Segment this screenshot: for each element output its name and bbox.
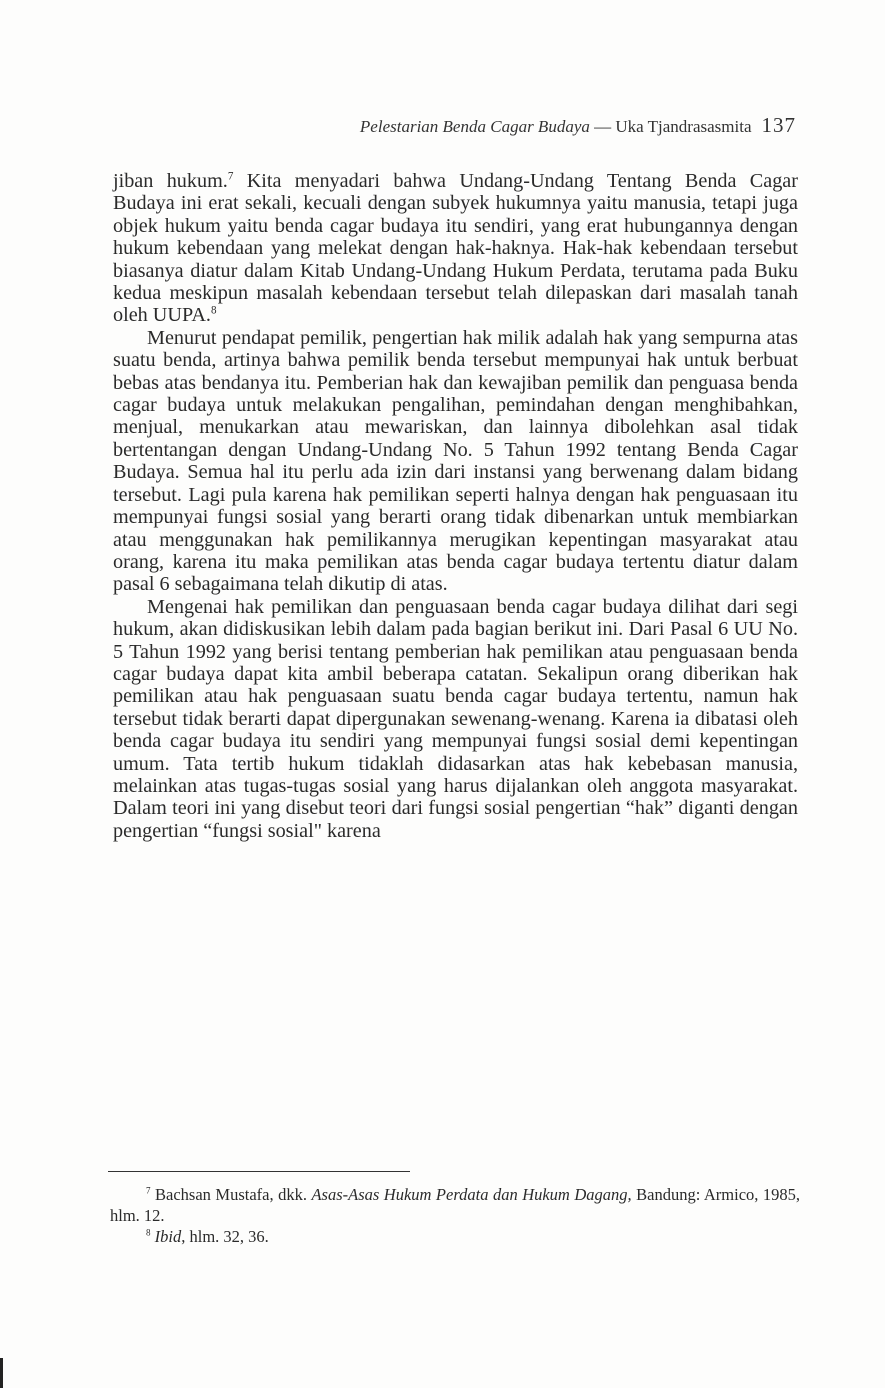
footnote-divider <box>108 1171 410 1172</box>
page-number: 137 <box>761 113 796 137</box>
paragraph-2: Menurut pendapat pemilik, pengertian hak milik adalah hak yang sempurna atas suatu benda, artinya bahwa pemilik benda tersebut mempunyai hak untuk berbuat bebas atas bendanya itu. Pemberian hak dan kewajiban pemilik dan penguasa benda cagar budaya untuk melakukan pengalihan, pemindahan dengan menghibahkan, menjual, menukarkan atau mewariskan, dan lainnya dibolehkan asal tidak bertentangan dengan Undang-Undang No. 5 Tahun 1992 tentang Benda Cagar Budaya. Semua hal itu perlu ada izin dari instansi yang berwenang dalam bidang tersebut. Lagi pula karena hak pemilikan seperti halnya dengan hak penguasaan itu mempunyai fungsi sosial yang berarti orang tidak dibenarkan untuk membiarkan atau menggunakan hak pemilikannya merugikan kepentingan masyarakat atau orang, karena itu maka pemilikan atas benda cagar budaya tertentu diatur dalam pasal 6 sebagaimana telah dikutip di atas. <box>113 326 798 596</box>
scan-edge-mark <box>0 1358 3 1388</box>
footnote-7-rest: Bandung: Armico, 1985, hlm. 12. <box>110 1185 801 1225</box>
paragraph-3: Mengenai hak pemilikan dan penguasaan benda cagar budaya dilihat dari segi hukum, akan didiskusikan lebih dalam pada bagian berikut ini. Dari Pasal 6 UU No. 5 Tahun 1992 yang berisi tentang pemberian hak pemilikan atau penguasaan benda cagar budaya dapat kita ambil beberapa catatan. Sekalipun orang diberikan hak pemilikan atau hak penguasaan suatu benda cagar budaya tertentu, namun hak tersebut tidak berarti dapat dipergunakan sewenang-wenang. Karena ia dibatasi oleh benda cagar budaya itu sendiri yang mempunyai fungsi sosial demi kepentingan umum. Tata tertib hukum tidaklah didasarkan atas hak kebebasan manusia, melainkan atas tugas-tugas sosial yang harus dijalankan oleh anggota masyarakat. Dalam teori ini yang disebut teori dari fungsi sosial pengertian “hak” diganti dengan pengertian “fungsi sosial" karena <box>113 595 798 842</box>
running-header <box>110 113 796 138</box>
footnote-7-title: Asas-Asas Hukum Perdata dan Hukum Dagang, <box>311 1185 632 1204</box>
footnotes <box>110 1184 800 1247</box>
footnote-7 <box>110 1184 800 1226</box>
header-book-title: Pelestarian Benda Cagar Budaya <box>359 117 590 136</box>
footnote-7-number: 7 <box>146 1185 151 1196</box>
header-author: Uka Tjandrasasmita <box>615 117 752 136</box>
footnote-ref-8: 8 <box>210 304 217 317</box>
body-text <box>113 170 798 842</box>
header-dash: — <box>589 117 616 136</box>
footnote-ref-7: 7 <box>227 170 234 183</box>
paragraph-1 <box>113 170 798 327</box>
paragraph-1-text-b: Kita menyadari bahwa Undang-Undang Tentang Benda Cagar Budaya ini erat sekali, kecuali dengan subyek hukumnya yaitu manusia, tetapi juga objek hukum yaitu benda cagar budaya itu sendiri, yang erat hubungannya dengan hukum kebendaan yang melekat dengan hak-haknya. Hak-hak kebendaan tersebut biasanya diatur dalam Kitab Undang-Undang Hukum Perdata, terutama pada Buku kedua meskipun masalah kebendaan tersebut telah dilepaskan dari masalah tanah oleh UUPA. <box>113 170 798 327</box>
paragraph-1-text-a: jiban hukum. <box>113 170 228 192</box>
footnote-7-author: Bachsan Mustafa, dkk. <box>150 1185 312 1204</box>
footnote-8-rest: , hlm. 32, 36. <box>181 1227 269 1246</box>
footnote-8-number: 8 <box>146 1227 151 1238</box>
footnote-8-ibid: Ibid <box>154 1227 182 1246</box>
footnote-8 <box>110 1226 800 1247</box>
